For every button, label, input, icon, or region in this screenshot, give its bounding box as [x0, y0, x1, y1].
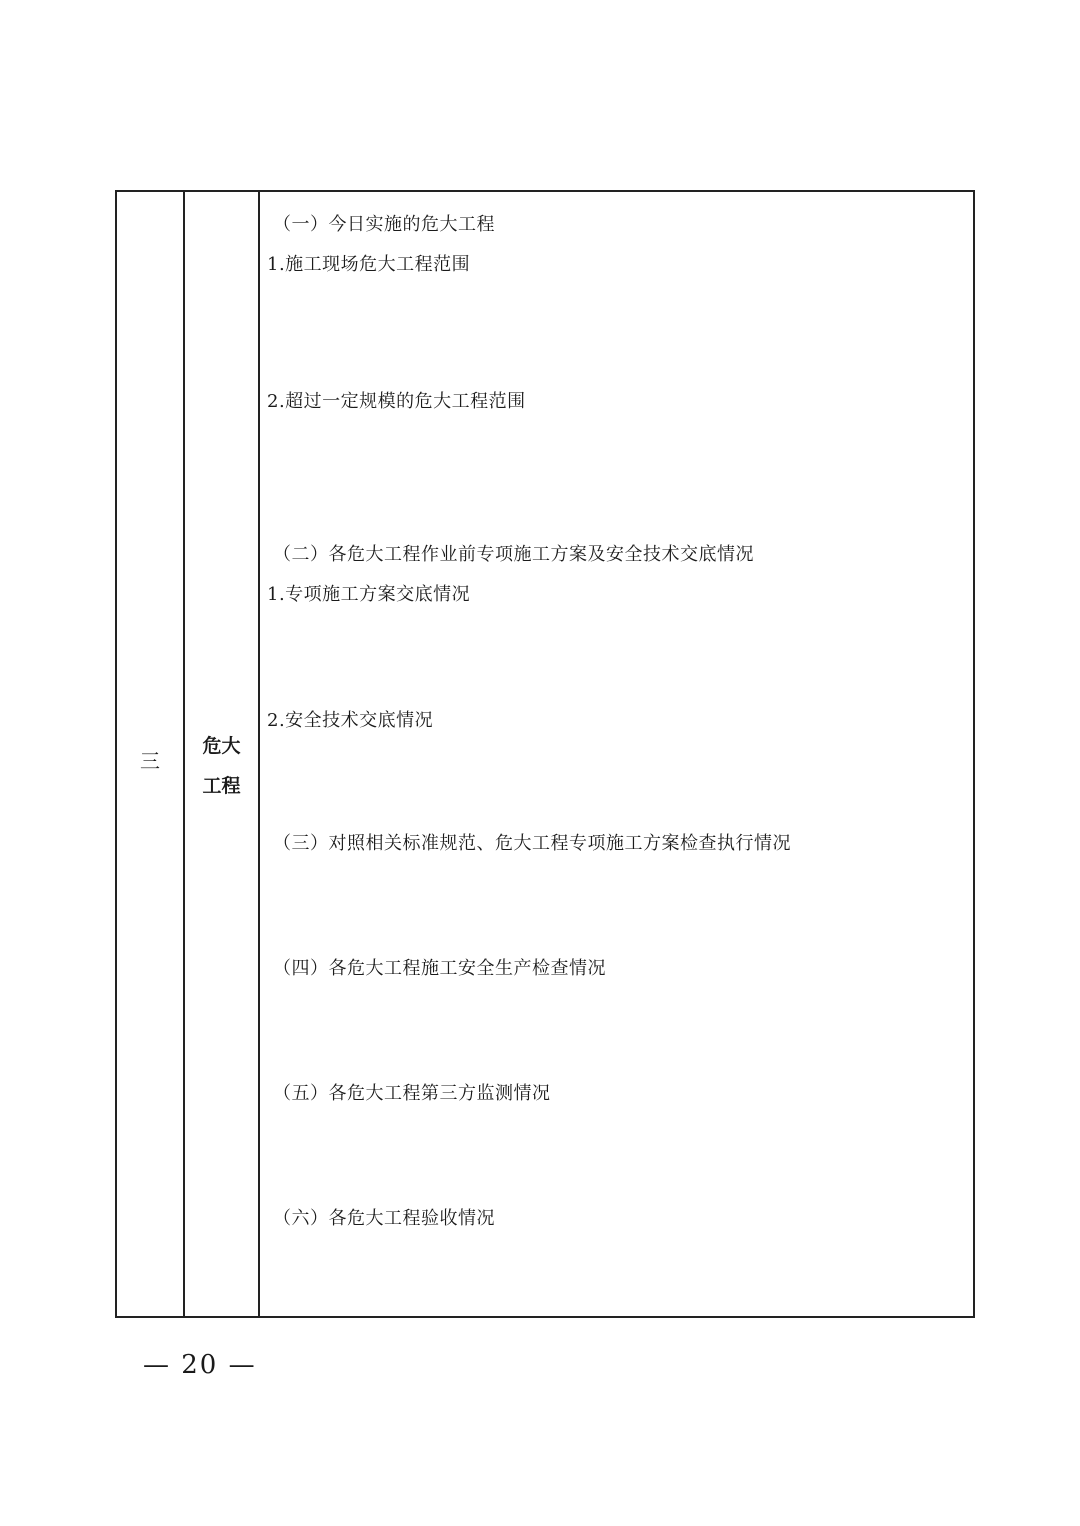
item-heading-3: （三）对照相关标准规范、危大工程专项施工方案检查执行情况: [273, 833, 791, 854]
section-number: 三: [140, 749, 160, 773]
item-heading-4: （四）各危大工程施工安全生产检查情况: [273, 958, 606, 979]
section-title-line: 工程: [202, 775, 241, 797]
page-number: — 20 —: [143, 1350, 257, 1380]
item-heading-1: （一）今日实施的危大工程: [273, 214, 495, 235]
item-sub-2-1: 1.专项施工方案交底情况: [267, 584, 471, 605]
item-sub-1-2: 2.超过一定规模的危大工程范围: [267, 391, 526, 412]
item-sub-2-2: 2.安全技术交底情况: [267, 710, 434, 731]
item-heading-5: （五）各危大工程第三方监测情况: [273, 1083, 551, 1104]
item-heading-2: （二）各危大工程作业前专项施工方案及安全技术交底情况: [273, 544, 754, 565]
form-table: [115, 190, 975, 1318]
column-divider: [258, 192, 260, 1316]
section-title: [185, 726, 258, 806]
item-sub-1-1: 1.施工现场危大工程范围: [267, 254, 471, 275]
section-title-line: 危大: [202, 735, 241, 757]
item-heading-6: （六）各危大工程验收情况: [273, 1208, 495, 1229]
